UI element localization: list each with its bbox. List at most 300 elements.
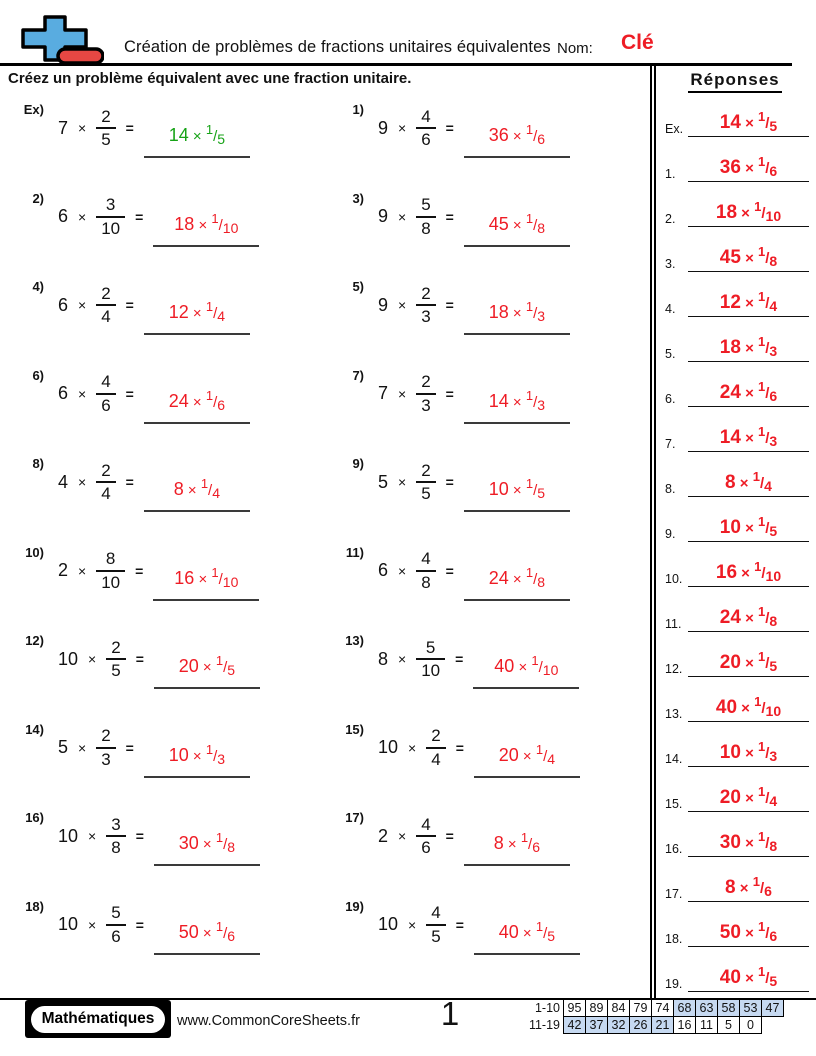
answer-row [658, 407, 812, 452]
answer-row-value: $36 \times ^1/_6$ [688, 155, 809, 182]
problem-factor: 10 [378, 737, 399, 758]
answer-row-value: $10 \times ^1/_3$ [688, 740, 809, 767]
equals-sign: = [135, 651, 144, 668]
grade-cell: 16 [673, 1016, 696, 1034]
answer-blank [154, 919, 260, 955]
unit-fraction-numerator: 1 [525, 564, 534, 580]
fraction-slash: / [223, 659, 228, 677]
fraction-slash: / [533, 482, 538, 500]
answer-row [658, 497, 812, 542]
fraction-numerator: 2 [101, 106, 111, 126]
grade-row-label: 11-19 [528, 1018, 560, 1032]
answer-key-label: Clé [621, 31, 654, 54]
fraction-slash: / [533, 128, 538, 146]
fraction-slash: / [213, 128, 218, 146]
answer-row-value: $20 \times ^1/_4$ [688, 785, 809, 812]
grade-cell: 11 [695, 1016, 718, 1034]
problem-number: 16) [25, 810, 44, 825]
answer-value: 50 [178, 921, 199, 942]
answer-row-label: 7. [665, 436, 676, 451]
problem-factor: 2 [378, 825, 389, 846]
problem-item [328, 360, 648, 449]
problem-number: Ex) [23, 102, 44, 117]
problem-factor: 9 [378, 294, 389, 315]
unit-fraction-denominator: 10 [222, 219, 239, 236]
answer-blank [464, 388, 570, 424]
fraction-slash: / [213, 393, 218, 411]
problem-item [328, 271, 648, 360]
fraction-numerator: 4 [101, 372, 111, 392]
multiply-sign: × [78, 208, 87, 225]
answer-blank [144, 299, 250, 335]
answer-multiply-sign: × [508, 216, 526, 234]
unit-fraction-denominator: 6 [532, 839, 541, 856]
equals-sign: = [135, 828, 144, 845]
unit-fraction-denominator: 8 [537, 573, 546, 590]
fraction-slash: / [528, 836, 533, 854]
answer-row [658, 272, 812, 317]
answer-value: 18 [174, 213, 195, 234]
problem-factor: 6 [58, 206, 69, 227]
grade-cell: 53 [739, 999, 762, 1017]
answer-row [658, 227, 812, 272]
problem-item [8, 94, 328, 183]
fraction-denominator: 3 [416, 304, 435, 327]
unit-fraction-denominator: 3 [217, 750, 226, 767]
problem-item [328, 448, 648, 537]
multiply-sign: × [398, 297, 407, 314]
grade-cell: 26 [629, 1016, 652, 1034]
problem-item [328, 94, 648, 183]
grade-cell: 37 [585, 1016, 608, 1034]
fraction-denominator: 6 [96, 393, 115, 416]
fraction [96, 284, 115, 327]
answer-blank [464, 565, 570, 601]
answer-row-value: $40 \times ^1/_{10}$ [688, 695, 809, 722]
answer-blank [464, 122, 570, 158]
multiply-sign: × [88, 916, 97, 933]
answer-row-label: 9. [665, 526, 676, 541]
problem-number: 15) [345, 721, 364, 737]
problems-grid [8, 94, 648, 979]
answer-multiply-sign: × [508, 482, 526, 500]
problem-number: 4) [32, 279, 44, 294]
problem-item [328, 891, 648, 980]
brand-logo [25, 1000, 171, 1038]
problem-item [8, 183, 328, 272]
answer-row-value: $12 \times ^1/_4$ [688, 290, 809, 317]
fraction-numerator: 2 [111, 637, 121, 657]
answer-row-value: $14 \times ^1/_5$ [688, 110, 809, 137]
multiply-sign: × [78, 120, 87, 137]
answer-multiply-sign: × [198, 659, 216, 677]
problem-item [328, 537, 648, 626]
answer-multiply-sign: × [518, 747, 536, 765]
fraction-slash: / [543, 924, 548, 942]
answer-value: 8 [173, 479, 184, 500]
answer-row [658, 722, 812, 767]
answer-multiply-sign: × [188, 128, 206, 146]
fraction [416, 815, 435, 858]
problem-factor: 9 [378, 206, 389, 227]
answer-row [658, 92, 812, 137]
fraction-numerator: 3 [105, 195, 116, 215]
fraction-numerator: 8 [105, 549, 116, 569]
answer-blank [154, 653, 260, 689]
fraction-slash: / [533, 305, 538, 323]
answer-row-label: 4. [665, 301, 676, 316]
answer-row-label: 2. [665, 211, 676, 226]
problem-number: 17) [345, 810, 364, 825]
problem-factor: 2 [58, 560, 69, 581]
grade-cell: 68 [673, 999, 696, 1017]
answer-row [658, 632, 812, 677]
unit-fraction-numerator: 1 [215, 918, 224, 934]
fraction-denominator: 8 [106, 835, 125, 858]
unit-fraction-denominator: 3 [537, 308, 546, 325]
fraction-denominator: 6 [106, 924, 125, 947]
answer-multiply-sign: × [518, 924, 536, 942]
fraction-slash: / [223, 924, 228, 942]
answer-blank [144, 388, 250, 424]
problem-factor: 5 [378, 471, 389, 492]
answer-row-label: 16. [665, 841, 683, 856]
fraction-numerator: 4 [421, 106, 431, 126]
problem-item [8, 802, 328, 891]
multiply-sign: × [88, 651, 97, 668]
grade-cell: 84 [607, 999, 630, 1017]
equals-sign: = [445, 208, 454, 225]
answer-row-label: Ex. [665, 121, 684, 136]
answer-multiply-sign: × [188, 393, 206, 411]
answer-multiply-sign: × [198, 924, 216, 942]
problem-number: 5) [352, 279, 364, 294]
answer-value: 12 [168, 302, 189, 323]
answer-multiply-sign: × [514, 659, 532, 677]
equals-sign: = [445, 474, 454, 491]
fraction-numerator: 2 [431, 726, 441, 746]
header-rule [0, 63, 792, 66]
answer-value: 40 [498, 921, 519, 942]
fraction-denominator: 3 [416, 393, 435, 416]
answer-row [658, 317, 812, 362]
name-label: Nom: [557, 40, 593, 57]
grade-cell: 47 [761, 999, 784, 1017]
problem-number: 1) [352, 102, 364, 117]
answer-value: 20 [178, 656, 199, 677]
multiply-sign: × [398, 474, 407, 491]
fraction-numerator: 2 [101, 283, 111, 303]
answer-multiply-sign: × [508, 305, 526, 323]
fraction-numerator: 5 [425, 637, 436, 657]
problem-number: 11) [345, 544, 364, 560]
answer-multiply-sign: × [188, 747, 206, 765]
problem-item [8, 271, 328, 360]
fraction-numerator: 4 [421, 814, 431, 834]
multiply-sign: × [408, 739, 417, 756]
problem-factor: 5 [58, 737, 69, 758]
answer-row [658, 362, 812, 407]
grade-cell: 79 [629, 999, 652, 1017]
answer-row-label: 1. [665, 166, 676, 181]
answer-value: 20 [498, 744, 519, 765]
fraction-slash: / [543, 747, 548, 765]
fraction-denominator: 4 [96, 481, 115, 504]
answer-row-value: $24 \times ^1/_8$ [688, 605, 809, 632]
multiply-sign: × [78, 385, 87, 402]
problem-factor: 6 [58, 383, 69, 404]
answer-row-value: $18 \times ^1/_{10}$ [688, 200, 809, 227]
fraction [106, 903, 125, 946]
unit-fraction-numerator: 1 [525, 210, 534, 226]
page-number: 1 [440, 995, 460, 1032]
problem-number: 12) [25, 633, 44, 648]
unit-fraction-denominator: 5 [547, 927, 556, 944]
problem-item [8, 360, 328, 449]
grade-cell: 74 [651, 999, 674, 1017]
answer-value: 40 [494, 656, 515, 677]
multiply-sign: × [408, 916, 417, 933]
fraction-slash: / [218, 570, 223, 588]
problem-factor: 10 [58, 648, 79, 669]
problem-number: 6) [32, 367, 44, 383]
equals-sign: = [445, 828, 454, 845]
answer-row-label: 14. [665, 751, 683, 766]
unit-fraction-denominator: 3 [537, 396, 546, 413]
fraction [96, 195, 125, 238]
equals-sign: = [125, 120, 134, 137]
unit-fraction-denominator: 5 [227, 662, 236, 679]
fraction-denominator: 4 [426, 747, 445, 770]
unit-fraction-denominator: 4 [217, 308, 226, 325]
answers-list [658, 92, 812, 992]
unit-fraction-denominator: 6 [227, 927, 236, 944]
fraction-denominator: 5 [96, 127, 115, 150]
fraction-denominator: 10 [96, 216, 125, 239]
answer-blank [144, 476, 250, 512]
brand-label: Mathématiques [31, 1006, 166, 1033]
problem-factor: 7 [378, 383, 389, 404]
fraction-denominator: 10 [96, 570, 125, 593]
answer-row-value: $16 \times ^1/_{10}$ [688, 560, 809, 587]
grade-cell: 89 [585, 999, 608, 1017]
fraction [416, 461, 435, 504]
unit-fraction-numerator: 1 [205, 299, 214, 315]
answer-blank [144, 122, 250, 158]
problem-number: 19) [345, 898, 364, 914]
unit-fraction-numerator: 1 [525, 299, 534, 315]
answer-multiply-sign: × [503, 836, 521, 854]
problem-item [328, 714, 648, 803]
fraction-numerator: 4 [431, 903, 441, 923]
problem-item [328, 802, 648, 891]
equals-sign: = [455, 739, 464, 756]
answer-blank [153, 211, 259, 247]
equals-sign: = [125, 739, 134, 756]
problem-number: 18) [25, 898, 44, 914]
unit-fraction-numerator: 1 [205, 387, 214, 403]
grade-cell: 32 [607, 1016, 630, 1034]
fraction-denominator: 5 [106, 658, 125, 681]
grade-row-1 [520, 999, 784, 1017]
fraction-numerator: 5 [421, 195, 431, 215]
grade-cell: 5 [717, 1016, 740, 1034]
answer-row-value: $8 \times ^1/_6$ [688, 875, 809, 902]
fraction [96, 726, 115, 769]
answer-value: 10 [488, 479, 509, 500]
fraction [426, 903, 445, 946]
unit-fraction-numerator: 1 [211, 210, 219, 226]
answer-multiply-sign: × [188, 305, 206, 323]
grade-row-cells [564, 999, 784, 1017]
fraction [416, 284, 435, 327]
fraction-numerator: 2 [421, 460, 431, 480]
answer-value: 14 [168, 125, 189, 146]
fraction-denominator: 6 [416, 127, 435, 150]
problem-number: 9) [352, 456, 364, 471]
answer-row-value: $24 \times ^1/_6$ [688, 380, 809, 407]
grade-cell: 63 [695, 999, 718, 1017]
problem-factor: 7 [58, 117, 69, 138]
answer-row [658, 857, 812, 902]
fraction [106, 638, 125, 681]
answer-multiply-sign: × [508, 570, 526, 588]
answer-row-label: 15. [665, 796, 683, 811]
problem-number: 14) [25, 721, 44, 737]
fraction-numerator: 3 [111, 814, 121, 834]
answer-value: 14 [488, 390, 509, 411]
fraction [96, 549, 125, 592]
answer-row-value: $10 \times ^1/_5$ [688, 515, 809, 542]
problem-item [328, 183, 648, 272]
answer-row [658, 182, 812, 227]
answer-row-label: 3. [665, 256, 676, 271]
grade-row-cells [564, 1016, 762, 1034]
fraction-slash: / [218, 216, 223, 234]
answer-multiply-sign: × [508, 393, 526, 411]
page-title: Création de problèmes de fractions unitaires équivalentes [124, 38, 551, 56]
equals-sign: = [125, 385, 134, 402]
unit-fraction-numerator: 1 [520, 830, 529, 846]
answer-value: 30 [178, 833, 199, 854]
multiply-sign: × [398, 562, 407, 579]
unit-fraction-denominator: 10 [542, 662, 559, 679]
answer-value: 16 [174, 567, 195, 588]
multiply-sign: × [398, 385, 407, 402]
equals-sign: = [135, 916, 144, 933]
answer-blank [473, 653, 579, 689]
answer-row [658, 767, 812, 812]
answer-row [658, 677, 812, 722]
answer-row-label: 11. [665, 616, 682, 631]
problem-item [8, 537, 328, 626]
answer-row [658, 137, 812, 182]
fraction-denominator: 5 [426, 924, 445, 947]
fraction-slash: / [538, 659, 543, 677]
unit-fraction-denominator: 8 [227, 839, 236, 856]
answer-multiply-sign: × [194, 216, 212, 234]
problem-factor: 8 [378, 648, 389, 669]
fraction-denominator: 3 [96, 747, 115, 770]
answer-row-label: 13. [665, 706, 683, 721]
fraction-slash: / [533, 216, 538, 234]
problem-item [8, 625, 328, 714]
fraction-denominator: 5 [416, 481, 435, 504]
equals-sign: = [445, 385, 454, 402]
multiply-sign: × [78, 562, 87, 579]
problem-item [8, 448, 328, 537]
answer-value: 45 [488, 213, 509, 234]
unit-fraction-numerator: 1 [211, 564, 219, 580]
answer-row-value: $45 \times ^1/_8$ [688, 245, 809, 272]
answer-row [658, 542, 812, 587]
fraction-slash: / [533, 393, 538, 411]
multiply-sign: × [78, 297, 87, 314]
multiply-sign: × [398, 651, 407, 668]
problem-number: 2) [32, 190, 44, 206]
multiply-sign: × [78, 474, 87, 491]
answer-row-value: $18 \times ^1/_3$ [688, 335, 809, 362]
answer-row-value: $20 \times ^1/_5$ [688, 650, 809, 677]
answer-row-label: 6. [665, 391, 676, 406]
unit-fraction-denominator: 10 [222, 573, 239, 590]
equals-sign: = [455, 651, 464, 668]
answer-row [658, 947, 812, 992]
unit-fraction-numerator: 1 [525, 476, 534, 492]
unit-fraction-numerator: 1 [205, 122, 214, 138]
problem-number: 13) [345, 633, 364, 648]
unit-fraction-denominator: 6 [217, 396, 226, 413]
fraction-denominator: 4 [96, 304, 115, 327]
unit-fraction-numerator: 1 [531, 653, 539, 669]
answer-value: 24 [488, 567, 509, 588]
grade-cell: 0 [739, 1016, 762, 1034]
fraction [106, 815, 125, 858]
fraction-denominator: 6 [416, 835, 435, 858]
answer-row-label: 19. [665, 976, 683, 991]
problem-factor: 9 [378, 117, 389, 138]
answer-blank [464, 830, 570, 866]
answer-multiply-sign: × [198, 836, 216, 854]
unit-fraction-numerator: 1 [205, 741, 214, 757]
problem-factor: 6 [378, 560, 389, 581]
unit-fraction-denominator: 8 [537, 219, 546, 236]
answer-row [658, 902, 812, 947]
fraction-numerator: 2 [101, 726, 111, 746]
answer-blank [464, 476, 570, 512]
answer-multiply-sign: × [508, 128, 526, 146]
answer-row-label: 18. [665, 931, 683, 946]
unit-fraction-numerator: 1 [200, 476, 209, 492]
problem-item [8, 714, 328, 803]
problem-factor: 4 [58, 471, 69, 492]
unit-fraction-denominator: 4 [212, 485, 221, 502]
unit-fraction-numerator: 1 [525, 387, 534, 403]
answer-value: 8 [493, 833, 504, 854]
answer-value: 10 [168, 744, 189, 765]
fraction [96, 107, 115, 150]
problem-factor: 10 [58, 825, 79, 846]
fraction [416, 195, 435, 238]
problem-item [328, 625, 648, 714]
fraction-slash: / [208, 482, 213, 500]
answer-row-label: 8. [665, 481, 676, 496]
equals-sign: = [125, 474, 134, 491]
fraction [96, 372, 115, 415]
answer-blank [464, 211, 570, 247]
fraction-numerator: 2 [101, 460, 111, 480]
unit-fraction-denominator: 5 [537, 485, 546, 502]
